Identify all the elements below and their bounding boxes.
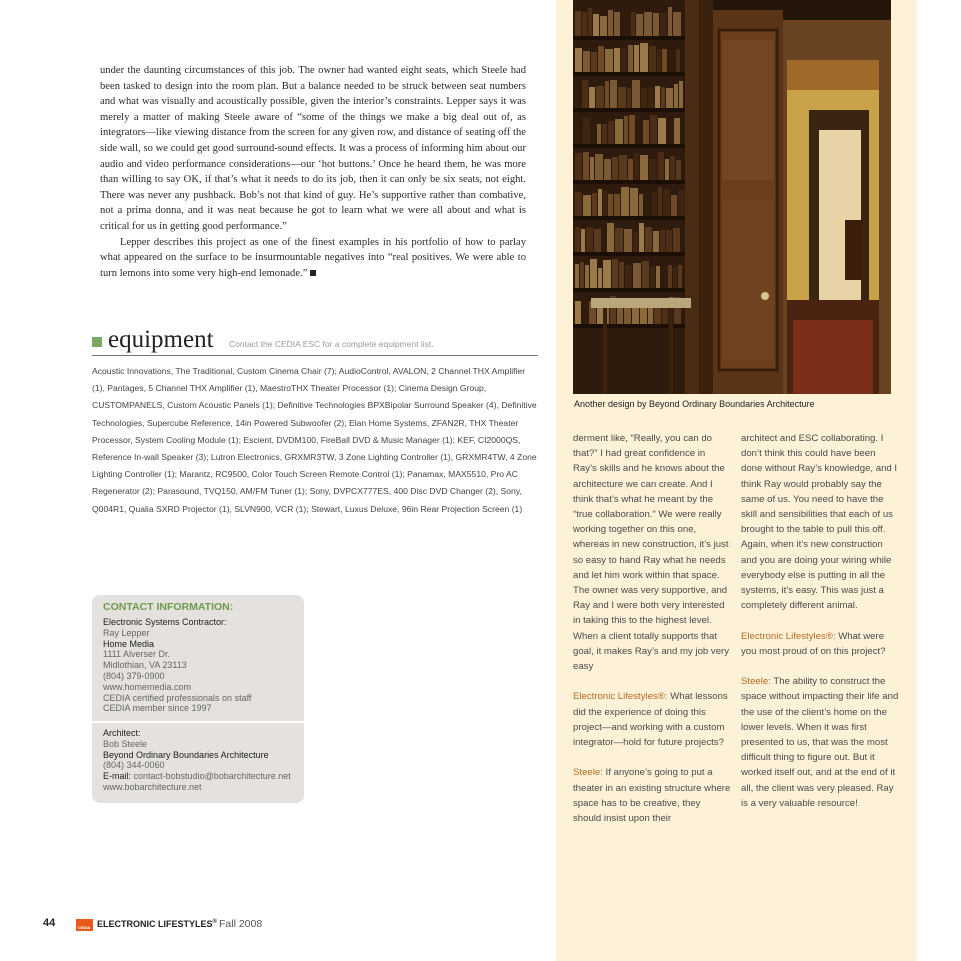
contact-divider: [92, 721, 304, 723]
photo-caption: Another design by Beyond Ordinary Boundaries Architecture: [574, 399, 815, 409]
architect-email-label: E-mail:: [103, 771, 132, 782]
column-1-paragraph: derment like, “Really, you can do that?” I had great confidence in Ray’s skills and he knows about the architecture we can create. And I think that’s what he meant by the “true collaboration.” We were really working together on this one, whereas in new construction, it’s just so easy to hand Ray what he needs and let him work within that space. The owner was very supportive, and Ray and I were both very interested in taking this to the highest level. When a client totally supports that goal, it makes Ray’s and my job very easy: [573, 433, 730, 673]
library-doorway-photo: [573, 0, 891, 394]
contact-heading: CONTACT INFORMATION:: [103, 601, 234, 613]
issue-date: Fall 2008: [219, 918, 263, 930]
esc-website: www.homemedia.com: [103, 681, 192, 692]
esc-address-line-2: Midlothian, VA 23113: [103, 660, 187, 671]
esc-note-1: CEDIA certified professionals on staff: [103, 692, 252, 703]
column-2-paragraph: architect and ESC collaborating. I don’t think this could have been done without Ray’s knowledge, and I think Ray would probably say the same of us. You need to have the skill and sensibilities that each of us brought to the table to pull this off. Again, when it’s new construction and you are doing your wiring while everybody else is putting in all the systems, it’s easy. This was just a completely different animal.: [741, 433, 898, 612]
architect-email: contact-bobstudio@bobarchitecture.net: [133, 771, 291, 782]
architect-company: Beyond Ordinary Boundaries Architecture: [103, 749, 269, 760]
architect-name: Bob Steele: [103, 738, 148, 749]
end-of-article-mark: [310, 270, 316, 276]
article-paragraph-1: under the daunting circumstances of this job. The owner had wanted eight seats, which Steele had been tasked to design into the room plan. But a balance needed to be struck between seat numbers and what was visually and acoustically possible, given the interior’s constraints. Lepper says it was merely a matter of making Steele aware of “some of the things we make a big deal out of, as integrators—like viewing distance from the screen for any given row, and distance of seating off the side wall, so we could get good surround-sound effects. It was a process of informing him about our audio and video performance considerations—our ‘hot buttons.’ Once he heard them, he was more than willing to say OK, if that’s what it needs to do its job, then it can only be six seats, not eight. There was never any pushback. Bob’s not that kind of guy. He’s supportive rather than combative, not a prima donna, and it was neat because he got to learn what we were all about and what is critical for us in getting good performance.”: [100, 65, 526, 232]
architect-label: Architect:: [103, 728, 141, 738]
interview-column-1: [573, 431, 731, 841]
equipment-list: Acoustic Innovations, The Traditional, Custom Cinema Chair (7); AudioControl, AVALON, 2 Channel THX Amplifier (1), Pantages, 5 Channel THX Amplifier (1), MaestroTHX Theater Processor (1); Cinema Design Group, CUSTOMPANELS, Custom Acoustic Panels (1); Definitive Technologies BPXBipolar Surround Speaker (4), Definitive Technologies, Supercube Reference, 14in Powered Subwoofer (2); Elan Home Systems, ZFAN2R, THX Theater Processor, System Cooling Module (1); Escient, DVDM100, FireBall DVD & Music Manager (1); KEF, CI2000QS, Reference In-wall Speaker (3); Lutron Electronics, GRXMR3TW, 3 Zone Lighting Controller (1), GRXMR4TW, 4 Zone Lighting Controller (1); Marantz, RC9500, Color Touch Screen Remote Control (1); Panamax, MAX5510, Pro AC Regenerator (2); Parasound, TVQ150, AM/FM Tuner (1); Sony, DVPCX777ES, 400 Disc DVD Changer (2), Sony, Q004R1, Qualia SXRD Projector (1), SLVN900, VCR (1); Stewart, Luxus Deluxe, 96in Rear Projection Screen (1): [92, 366, 537, 514]
contact-information-box: [92, 595, 304, 803]
equipment-note: Contact the CEDIA ESC for a complete equipment list.: [229, 339, 434, 349]
magazine-name: ELECTRONIC LIFESTYLES®: [97, 919, 217, 929]
green-square-bullet-icon: [92, 337, 102, 347]
esc-name: Ray Lepper: [103, 627, 150, 638]
answer-text: The ability to construct the space without impacting their life and the use of the client’s home on the lower levels. When it was first presented to us, that was the most difficult thing to figure out. But it worked itself out, and at the end of it all, the client was very pleased. Ray is a very valuable resource!: [741, 676, 899, 809]
esc-address-line-1: 1111 Alverser Dr.: [103, 649, 171, 660]
question-text: What lessons did the experience of doing this project—and working with a custom integrator—hold for future projects?: [573, 691, 728, 749]
interview-column-2: [741, 431, 899, 826]
answer-label: Steele:: [741, 676, 771, 688]
article-body: [100, 63, 526, 281]
equipment-header: [92, 328, 538, 356]
esc-company: Home Media: [103, 638, 155, 649]
contractor-section: [103, 601, 251, 714]
question-label: Electronic Lifestyles®:: [573, 691, 668, 703]
cedia-logo-icon: CEDIA: [76, 919, 93, 931]
equipment-title: equipment: [108, 326, 214, 353]
question-text: What were you most proud of on this project?: [741, 630, 886, 657]
architect-phone: (804) 344-0060: [103, 760, 165, 771]
esc-label: Electronic Systems Contractor:: [103, 617, 227, 627]
page-number: 44: [43, 917, 56, 929]
esc-phone: (804) 379-0900: [103, 670, 165, 681]
article-paragraph-2: Lepper describes this project as one of the finest examples in his portfolio of how to parlay what appeared on the surface to be insurmountable negatives into “real positives. We were able to turn lemons into some very high-end lemonade.”: [100, 236, 526, 279]
answer-label: Steele:: [573, 767, 603, 779]
architect-section: [103, 728, 291, 793]
esc-note-2: CEDIA member since 1997: [103, 703, 212, 714]
architect-website: www.bobarchitecture.net: [103, 781, 202, 792]
answer-text: If anyone’s going to put a theater in an existing structure where space has to be creative, they should insist upon their: [573, 767, 731, 825]
question-label: Electronic Lifestyles®:: [741, 630, 836, 642]
